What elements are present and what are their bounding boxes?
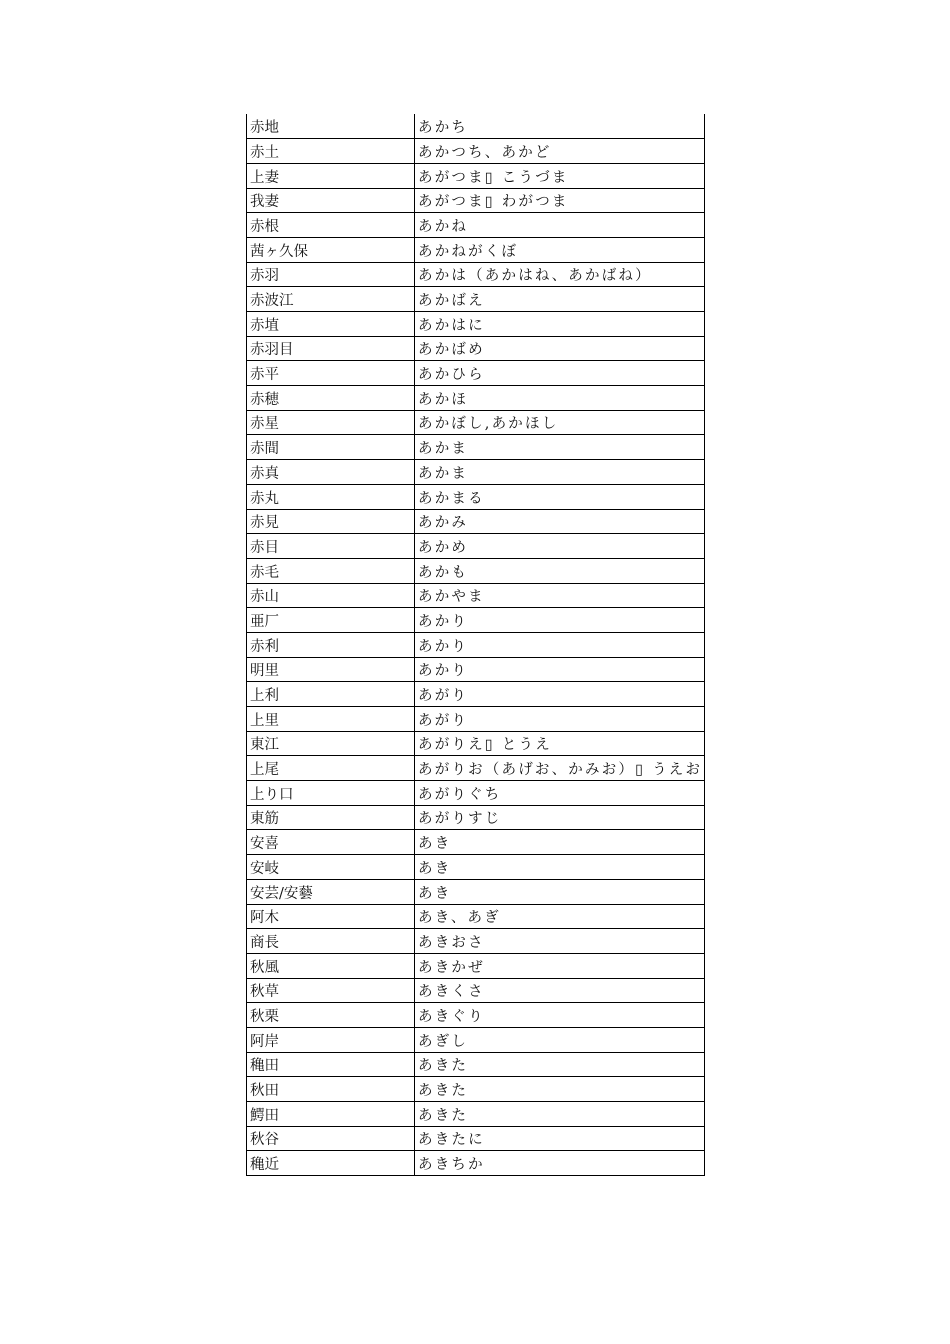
table-row <box>247 583 705 608</box>
surname-reading-cell: あかまる <box>415 484 705 509</box>
table-row <box>247 262 705 287</box>
surname-kanji-cell: 赤羽目 <box>247 336 415 361</box>
surname-kanji-cell: 安岐 <box>247 855 415 880</box>
surname-kanji-cell: 赤毛 <box>247 558 415 583</box>
surname-kanji-cell: 赤波江 <box>247 287 415 312</box>
surname-reading-cell: あきた <box>415 1077 705 1102</box>
surname-reading-cell: あかり <box>415 632 705 657</box>
surname-kanji-cell: 上妻 <box>247 163 415 188</box>
table-row <box>247 213 705 238</box>
surname-kanji-cell: 秋田 <box>247 1077 415 1102</box>
surname-kanji-cell: 鰐田 <box>247 1102 415 1127</box>
table-row <box>247 114 705 139</box>
surname-reading-cell: あきくさ <box>415 978 705 1003</box>
table-body <box>247 114 705 1176</box>
surname-reading-cell: あかめ <box>415 534 705 559</box>
table-row <box>247 237 705 262</box>
table-row <box>247 1003 705 1028</box>
surname-reading-cell: あがりえ▯ とうえ <box>415 731 705 756</box>
surname-reading-cell: あきおさ <box>415 929 705 954</box>
surname-kanji-cell: 阿木 <box>247 904 415 929</box>
table-row <box>247 805 705 830</box>
surname-reading-cell: あき <box>415 830 705 855</box>
surname-kanji-cell: 秋栗 <box>247 1003 415 1028</box>
surname-kanji-cell: 赤山 <box>247 583 415 608</box>
table-row <box>247 435 705 460</box>
table-row <box>247 929 705 954</box>
surname-reading-cell: あかま <box>415 435 705 460</box>
table-row <box>247 163 705 188</box>
surname-reading-cell: あきた <box>415 1102 705 1127</box>
surname-reading-cell: あきたに <box>415 1126 705 1151</box>
surname-reading-cell: あかねがくぼ <box>415 237 705 262</box>
surname-kanji-cell: 東筋 <box>247 805 415 830</box>
surname-reading-cell: あかは（あかはね、あかばね） <box>415 262 705 287</box>
table-row <box>247 1052 705 1077</box>
table-row <box>247 756 705 781</box>
surname-kanji-cell: 赤間 <box>247 435 415 460</box>
table-row <box>247 1102 705 1127</box>
surname-reading-cell: あきぐり <box>415 1003 705 1028</box>
table-row <box>247 707 705 732</box>
table-row <box>247 287 705 312</box>
table-row <box>247 682 705 707</box>
surname-kanji-cell: 赤地 <box>247 114 415 139</box>
surname-kanji-cell: 東江 <box>247 731 415 756</box>
surname-reading-cell: あぎし <box>415 1027 705 1052</box>
table-row <box>247 410 705 435</box>
surname-kanji-cell: 赤丸 <box>247 484 415 509</box>
surname-kanji-cell: 赤穂 <box>247 386 415 411</box>
surname-reading-cell: あがり <box>415 707 705 732</box>
surname-kanji-cell: 穐近 <box>247 1151 415 1176</box>
table-row <box>247 781 705 806</box>
surname-reading-cell: あきちか <box>415 1151 705 1176</box>
table-row <box>247 978 705 1003</box>
surname-kanji-cell: 我妻 <box>247 188 415 213</box>
surname-reading-cell: あかつち、あかど <box>415 139 705 164</box>
surname-kanji-cell: 安喜 <box>247 830 415 855</box>
surname-kanji-cell: 亜厂 <box>247 608 415 633</box>
surname-kanji-cell: 赤埴 <box>247 312 415 337</box>
table-row <box>247 509 705 534</box>
surname-reading-cell: あかほ <box>415 386 705 411</box>
surname-reading-cell: あきかぜ <box>415 953 705 978</box>
surname-reading-cell: あき <box>415 855 705 880</box>
table-row <box>247 731 705 756</box>
surname-reading-cell: あかはに <box>415 312 705 337</box>
surname-kanji-cell: 上利 <box>247 682 415 707</box>
surname-kanji-cell: 赤見 <box>247 509 415 534</box>
surname-kanji-cell: 赤羽 <box>247 262 415 287</box>
surname-kanji-cell: 赤根 <box>247 213 415 238</box>
table-row <box>247 657 705 682</box>
surname-reading-cell: あきた <box>415 1052 705 1077</box>
surname-reading-cell: あかばめ <box>415 336 705 361</box>
table-row <box>247 1027 705 1052</box>
surname-kanji-cell: 秋草 <box>247 978 415 1003</box>
surname-reading-cell: あかも <box>415 558 705 583</box>
surname-kanji-cell: 明里 <box>247 657 415 682</box>
table-row <box>247 484 705 509</box>
surname-reading-cell: あき、あぎ <box>415 904 705 929</box>
table-row <box>247 386 705 411</box>
surname-reading-cell: あかひら <box>415 361 705 386</box>
surname-reading-cell: あがつま▯ わがつま <box>415 188 705 213</box>
surname-kanji-cell: 赤目 <box>247 534 415 559</box>
table-row <box>247 361 705 386</box>
table-row <box>247 1126 705 1151</box>
table-row <box>247 608 705 633</box>
table-row <box>247 904 705 929</box>
surname-kanji-cell: 赤利 <box>247 632 415 657</box>
surname-reading-cell: あかち <box>415 114 705 139</box>
surname-reading-cell: あかま <box>415 460 705 485</box>
surname-kanji-cell: 赤土 <box>247 139 415 164</box>
table-row <box>247 312 705 337</box>
table-row <box>247 139 705 164</box>
surname-reading-cell: あがりすじ <box>415 805 705 830</box>
table-row <box>247 879 705 904</box>
surname-reading-cell: あかり <box>415 657 705 682</box>
surname-kanji-cell: 上り口 <box>247 781 415 806</box>
surname-kanji-cell: 安芸/安藝 <box>247 879 415 904</box>
surname-kanji-cell: 阿岸 <box>247 1027 415 1052</box>
surname-reading-cell: あかり <box>415 608 705 633</box>
table-row <box>247 830 705 855</box>
surname-kanji-cell: 穐田 <box>247 1052 415 1077</box>
table-row <box>247 632 705 657</box>
surname-reading-cell: あがり <box>415 682 705 707</box>
surname-kanji-cell: 商長 <box>247 929 415 954</box>
surname-reading-cell: あかやま <box>415 583 705 608</box>
surname-reading-cell: あがつま▯ こうづま <box>415 163 705 188</box>
surname-reading-cell: あがりぐち <box>415 781 705 806</box>
surname-reading-cell: あがりお（あげお、かみお）▯ うえお <box>415 756 705 781</box>
surname-kanji-cell: 赤真 <box>247 460 415 485</box>
surname-kanji-cell: 茜ヶ久保 <box>247 237 415 262</box>
table-row <box>247 534 705 559</box>
table-row <box>247 336 705 361</box>
surname-kanji-cell: 秋谷 <box>247 1126 415 1151</box>
surname-reading-cell: あかみ <box>415 509 705 534</box>
table-row <box>247 1077 705 1102</box>
surname-kanji-cell: 赤星 <box>247 410 415 435</box>
surname-reading-cell: あき <box>415 879 705 904</box>
surname-reading-cell: あかばえ <box>415 287 705 312</box>
surname-kanji-cell: 上尾 <box>247 756 415 781</box>
table-row <box>247 953 705 978</box>
surname-kanji-cell: 赤平 <box>247 361 415 386</box>
surname-reading-cell: あかね <box>415 213 705 238</box>
table-row <box>247 855 705 880</box>
surname-kanji-cell: 上里 <box>247 707 415 732</box>
table-row <box>247 460 705 485</box>
table-row <box>247 1151 705 1176</box>
table-row <box>247 558 705 583</box>
surname-kanji-cell: 秋風 <box>247 953 415 978</box>
surname-reading-table <box>246 114 705 1176</box>
surname-reading-cell: あかぼし,あかほし <box>415 410 705 435</box>
table-row <box>247 188 705 213</box>
